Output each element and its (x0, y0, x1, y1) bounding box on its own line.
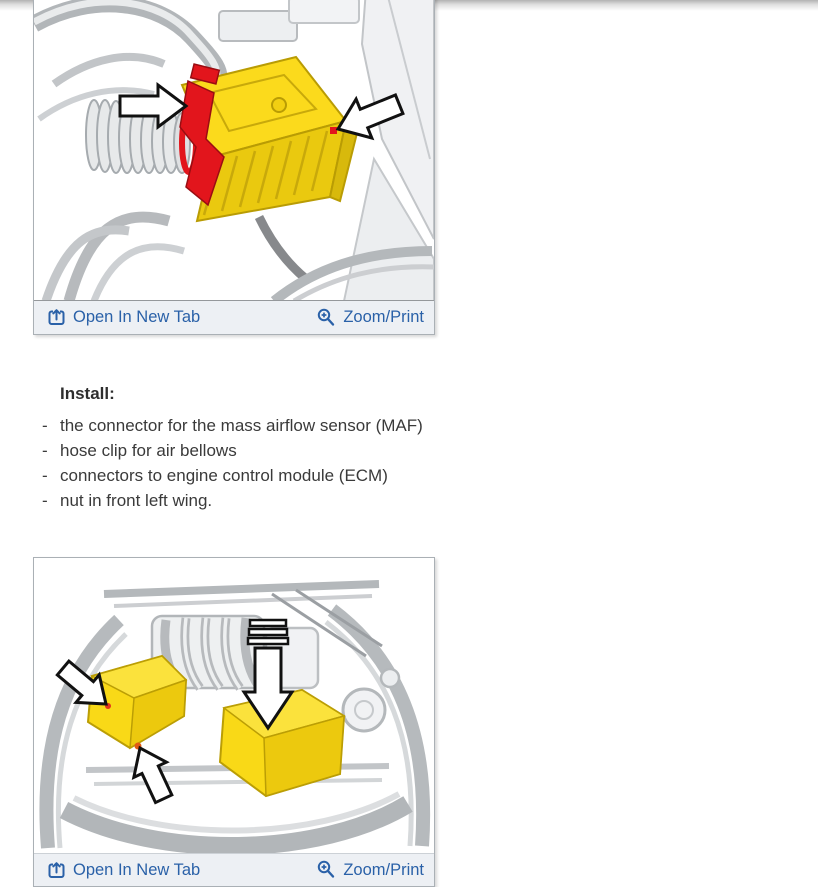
install-list-item (0, 463, 818, 488)
install-list (0, 413, 818, 513)
install-section (0, 384, 818, 513)
zoom-print-link[interactable] (316, 860, 424, 880)
open-in-new-tab-label: Open In New Tab (73, 860, 201, 879)
open-in-new-tab-icon (47, 861, 66, 880)
install-list-item (0, 438, 818, 463)
open-in-new-tab-icon (47, 308, 66, 327)
install-heading: Install: (60, 384, 115, 403)
list-dash: - (42, 416, 48, 435)
install-list-item (0, 488, 818, 513)
figure-air-cleaner-image (34, 0, 434, 301)
open-in-new-tab-link[interactable] (47, 308, 200, 327)
install-item-text: nut in front left wing. (60, 491, 213, 510)
figure2-toolbar (34, 853, 434, 886)
figure1-toolbar (34, 301, 434, 334)
zoom-print-label: Zoom/Print (343, 860, 424, 879)
engine-bay-illustration-1 (34, 0, 434, 301)
install-item-text: hose clip for air bellows (60, 441, 237, 460)
install-item-text: the connector for the mass airflow sensor (MAF) (60, 416, 423, 435)
zoom-print-link[interactable] (316, 308, 424, 328)
zoom-print-label: Zoom/Print (343, 308, 424, 326)
engine-bay-illustration-2 (34, 558, 434, 853)
figure-engine-covers-image (34, 558, 434, 853)
install-item-text: connectors to engine control module (ECM) (60, 466, 388, 485)
install-list-item (0, 413, 818, 438)
list-dash: - (42, 491, 48, 510)
list-dash: - (42, 441, 48, 460)
open-in-new-tab-link[interactable] (47, 861, 200, 880)
open-in-new-tab-label: Open In New Tab (73, 308, 201, 326)
zoom-in-icon (316, 860, 336, 880)
red-marker-dot (330, 127, 337, 134)
list-dash: - (42, 466, 48, 485)
figure-engine-covers-panel (33, 557, 435, 887)
zoom-in-icon (316, 308, 336, 328)
figure-air-cleaner-panel (33, 0, 435, 335)
